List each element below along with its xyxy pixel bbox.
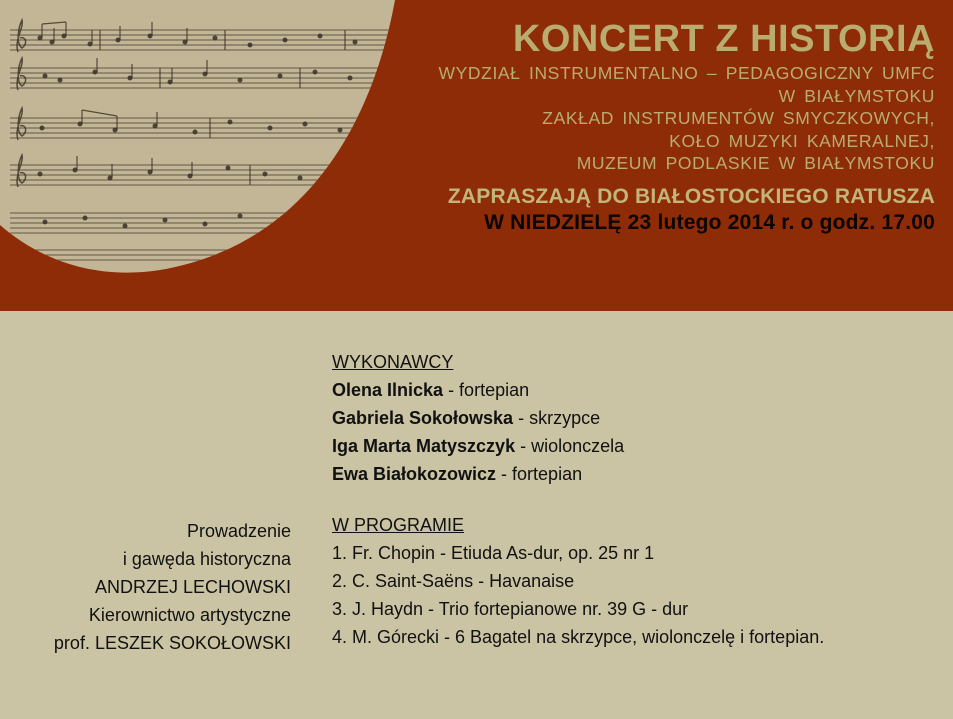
performer-item <box>332 460 824 488</box>
host-line: i gawęda historyczna <box>122 549 291 569</box>
performer-item <box>332 432 824 460</box>
host-line: ANDRZEJ LECHOWSKI <box>94 577 291 597</box>
organizer-line: KOŁO MUZYKI KAMERALNEJ, <box>669 130 935 151</box>
performer-role: - wiolonczela <box>515 436 625 456</box>
program-column <box>332 348 824 651</box>
host-line: prof. LESZEK SOKOŁOWSKI <box>53 633 291 653</box>
performer-role: - skrzypce <box>513 408 601 428</box>
organizer-line: WYDZIAŁ INSTRUMENTALNO – PEDAGOGICZNY UMFC <box>438 63 935 83</box>
performer-role: - fortepian <box>496 464 583 484</box>
program-item: 1. Fr. Chopin - Etiuda As-dur, op. 25 nr 1 <box>332 543 655 563</box>
performers-heading: WYKONAWCY <box>332 352 454 372</box>
organizer-line: MUZEUM PODLASKIE W BIAŁYMSTOKU <box>576 153 935 173</box>
organizer-line: W BIAŁYMSTOKU <box>778 85 935 106</box>
concert-title: KONCERT Z HISTORIĄ <box>512 18 935 60</box>
program-item: 4. M. Górecki - 6 Bagatel na skrzypce, wiolonczelę i fortepian. <box>332 627 825 647</box>
performer-name: Ewa Białokozowicz <box>332 464 497 484</box>
header-text <box>375 16 935 235</box>
event-date: W NIEDZIELĘ 23 lutego 2014 r. o godz. 17.00 <box>484 210 935 234</box>
performer-item <box>332 404 824 432</box>
hosts-block <box>54 517 291 657</box>
performer-name: Iga Marta Matyszczyk <box>332 436 516 456</box>
performer-name: Gabriela Sokołowska <box>332 408 514 428</box>
program-item: 3. J. Haydn - Trio fortepianowe nr. 39 G - dur <box>332 599 689 619</box>
performer-role: - fortepian <box>443 380 530 400</box>
host-line: Kierownictwo artystyczne <box>88 605 291 625</box>
program-item: 2. C. Saint-Saëns - Havanaise <box>332 571 575 591</box>
music-manuscript-image <box>0 0 400 280</box>
program-heading: W PROGRAMIE <box>332 515 465 535</box>
organizer-line: ZAKŁAD INSTRUMENTÓW SMYCZKOWYCH, <box>542 108 935 128</box>
host-line: Prowadzenie <box>186 521 291 541</box>
performer-item <box>332 376 824 404</box>
invitation-line: ZAPRASZAJĄ DO BIAŁOSTOCKIEGO RATUSZA <box>447 184 935 208</box>
performer-name: Olena Ilnicka <box>332 380 444 400</box>
header-banner <box>0 0 953 311</box>
